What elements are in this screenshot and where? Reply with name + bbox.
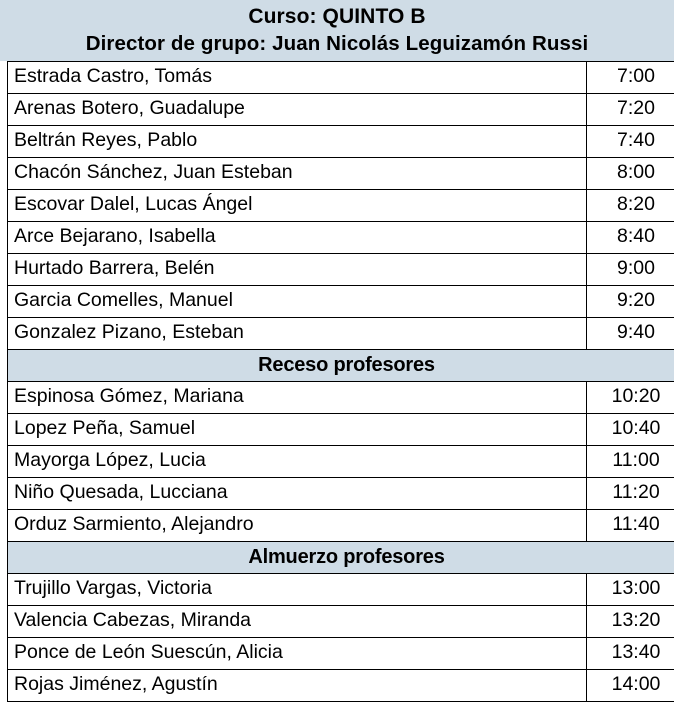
student-name: Gonzalez Pizano, Esteban [8, 317, 587, 349]
appointment-time: 9:00 [587, 253, 674, 285]
appointment-time: 10:20 [587, 381, 674, 413]
table-row [8, 317, 674, 349]
table-row [8, 637, 674, 669]
student-name: Arenas Botero, Guadalupe [8, 93, 587, 125]
appointment-time: 7:20 [587, 93, 674, 125]
appointment-time: 10:40 [587, 413, 674, 445]
table-row [8, 93, 674, 125]
appointment-time: 13:00 [587, 573, 674, 605]
student-name: Ponce de León Suescún, Alicia [8, 637, 587, 669]
student-name: Garcia Comelles, Manuel [8, 285, 587, 317]
student-name: Hurtado Barrera, Belén [8, 253, 587, 285]
student-name: Orduz Sarmiento, Alejandro [8, 509, 587, 541]
table-row [8, 445, 674, 477]
table-row [8, 413, 674, 445]
table-row [8, 221, 674, 253]
table-row [8, 125, 674, 157]
student-name: Valencia Cabezas, Miranda [8, 605, 587, 637]
table-row [8, 509, 674, 541]
student-name: Escovar Dalel, Lucas Ángel [8, 189, 587, 221]
appointment-time: 13:40 [587, 637, 674, 669]
table-row [8, 189, 674, 221]
table-row [8, 573, 674, 605]
appointments-table [7, 61, 674, 702]
course-header: Curso: QUINTO B [0, 0, 674, 32]
student-name: Lopez Peña, Samuel [8, 413, 587, 445]
table-row [8, 61, 674, 93]
table-row [8, 605, 674, 637]
table-row [8, 477, 674, 509]
appointment-time: 14:00 [587, 669, 674, 701]
appointment-time: 8:40 [587, 221, 674, 253]
appointment-time: 11:20 [587, 477, 674, 509]
appointments-table-body [8, 61, 674, 701]
appointment-time: 9:40 [587, 317, 674, 349]
student-name: Chacón Sánchez, Juan Esteban [8, 157, 587, 189]
appointment-time: 11:40 [587, 509, 674, 541]
appointment-time: 7:00 [587, 61, 674, 93]
appointment-time: 8:20 [587, 189, 674, 221]
table-row [8, 381, 674, 413]
table-row [8, 253, 674, 285]
student-name: Rojas Jiménez, Agustín [8, 669, 587, 701]
student-name: Beltrán Reyes, Pablo [8, 125, 587, 157]
student-name: Arce Bejarano, Isabella [8, 221, 587, 253]
student-name: Estrada Castro, Tomás [8, 61, 587, 93]
group-director-header: Director de grupo: Juan Nicolás Leguizamón Russi [0, 32, 674, 61]
table-row [8, 285, 674, 317]
appointment-time: 8:00 [587, 157, 674, 189]
student-name: Niño Quesada, Lucciana [8, 477, 587, 509]
student-name: Trujillo Vargas, Victoria [8, 573, 587, 605]
student-name: Mayorga López, Lucia [8, 445, 587, 477]
break-row [8, 541, 674, 573]
appointment-time: 7:40 [587, 125, 674, 157]
appointment-time: 13:20 [587, 605, 674, 637]
break-label: Receso profesores [8, 349, 674, 381]
break-label: Almuerzo profesores [8, 541, 674, 573]
student-name: Espinosa Gómez, Mariana [8, 381, 587, 413]
break-row [8, 349, 674, 381]
appointment-time: 9:20 [587, 285, 674, 317]
table-row [8, 669, 674, 701]
appointment-time: 11:00 [587, 445, 674, 477]
table-row [8, 157, 674, 189]
